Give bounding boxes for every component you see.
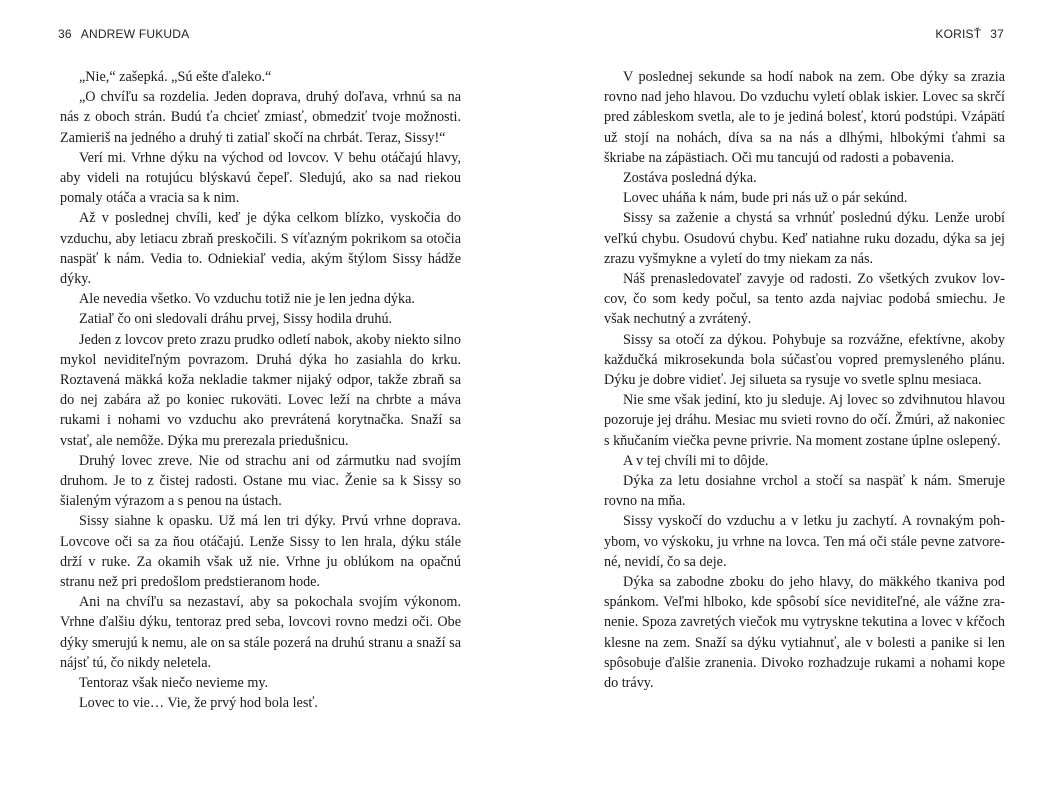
paragraph: Ani na chvíľu sa nezastaví, aby sa pokochala svojím výkonom. Vrhne ďalšiu dýku, tentoraz pred seba, lovcovi rovno medzi oči. Obe dýky smerujú k nemu, ale on sa stále pozerá na druhú stranu a snaží sa nájsť tú, čo nikdy neletela. [60, 594, 461, 671]
paragraph: Verí mi. Vrhne dýku na východ od lovcov. V behu otáčajú hlavy, aby videli na rotujúcu blýskavú čepeľ. Sledujú, ako sa nad riekou pomaly otáča a vracia sa k nim. [60, 149, 461, 207]
right-page-body [604, 67, 1005, 693]
paragraph: Dýka za letu dosiahne vrchol a stočí sa naspäť k nám. Smeruje rovno na mňa. [604, 473, 1005, 510]
paragraph: Zostáva posledná dýka. [623, 170, 757, 187]
paragraph: Lovec uháňa k nám, bude pri nás už o pár sekúnd. [623, 190, 908, 207]
paragraph: Náš prenasledovateľ zavyje od radosti. Zo všetkých zvukov lovcov, čo som kedy počul, sa tento azda najviac podobá smiechu. Je však nechutný a zvrátený. [604, 271, 1005, 328]
paragraph: Lovec to vie… Vie, že prvý hod bola lesť. [79, 695, 318, 712]
paragraph: A v tej chvíli mi to dôjde. [623, 452, 769, 469]
left-running-header [58, 27, 189, 41]
left-running-head: ANDREW FUKUDA [80, 27, 190, 41]
paragraph: Tentoraz však niečo nevieme my. [79, 675, 269, 692]
paragraph: Druhý lovec zreve. Nie od strachu ani od zármutku nad svojím druhom. Je to z čistej radosti. Ostane mu viac. Ženie sa k Sissy so šialeným výrazom a s penou na ústach. [60, 452, 461, 510]
left-page-body [60, 67, 461, 714]
paragraph: Zatiaľ čo oni sledovali dráhu prvej, Sissy hodila druhú. [79, 311, 393, 328]
right-page-number: 37 [990, 27, 1004, 41]
paragraph: Jeden z lovcov preto zrazu prudko odletí nabok, akoby niekto silno mykol neviditeľným povrazom. Druhá dýka ho zasiahla do krku. Roztavená mäkká koža nekladie takmer nijaký odpor, takže zbraň sa do nej zabára až po koniec rukoväti. Lovec leží na chrbte a máva rukami i nohami vo vzduchu ako prevrátená korytnačka. Snaží sa vstať, ale nemôže. Dýka mu prerezala priedušnicu. [60, 331, 461, 449]
paragraph: Ale nevedia všetko. Vo vzduchu totiž nie je len jedna dýka. [79, 291, 415, 308]
paragraph: „O chvíľu sa rozdelia. Jeden doprava, druhý doľava, vrhnú sa na nás z oboch strán. Budú ťa chcieť zmiasť, obmedziť tvoje možnosti. Zamieriš na jedného a druhý ti zatiaľ skočí na chrbát. Teraz, Sissy!“ [60, 89, 461, 146]
paragraph: „Nie,“ zašepká. „Sú ešte ďaleko.“ [79, 69, 272, 85]
paragraph: Sissy siahne k opasku. Už má len tri dýky. Prvú vrhne doprava. Lovcove oči sa za ňou otáčajú. Lenže Sissy to len hrala, dýku stále drží v ruke. Za okamih však už nie. Vrhne ju oblúkom na opačnú stranu než pri predošlom predstieranom hode. [60, 513, 461, 591]
paragraph: Sissy sa otočí za dýkou. Pohybuje sa rozvážne, efektívne, akoby každučká mikrosekunda bola súčasťou vopred premysleného plánu. Dýku je dobre vidieť. Jej silueta sa rysuje vo svetle splnu mesiaca. [604, 331, 1005, 389]
paragraph: Nie sme však jediní, kto ju sleduje. Aj lovec so zdvihnutou hlavou pozoruje jej dráhu. Mesiac mu svieti rovno do očí. Žmúri, až nakoniec s kňučaním viečka pevne privrie. Na moment zostane úplne oslepený. [604, 392, 1005, 449]
paragraph: Až v poslednej chvíli, keď je dýka celkom blízko, vyskočia do vzduchu, aby letiacu zbraň preskočili. S víťazným pokrikom sa otočia naspäť k nám. Vedia to. Odniekiaľ vedia, akým štýlom Sissy hádže dýky. [60, 210, 461, 288]
paragraph: Sissy sa zaženie a chystá sa vrhnúť poslednú dýku. Lenže urobí veľkú chybu. Osudovú chybu. Keď natiahne ruku dozadu, dýka sa jej zrazu vyšmykne a vyletí do tmy niekam za nás. [604, 210, 1005, 267]
paragraph: Sissy vyskočí do vzduchu a v letku ju zachytí. A rovnakým pohybom, vo výskoku, ju vrhne na lovca. Ten má oči stále pevne zatvorené, nevidí, čo sa deje. [604, 513, 1005, 570]
paragraph: V poslednej sekunde sa hodí nabok na zem. Obe dýky sa zrazia rovno nad jeho hlavou. Do vzduchu vyletí oblak iskier. Lovec sa skrčí pred zábleskom svetla, ale to je jediná bolesť, ktorú podstúpi. Vzápätí už stojí na nohách, díva sa na nás a dlhými, hlbokými ťahmi sa škriabe na zápästiach. Oči mu tancujú od radosti a pobavenia. [604, 69, 1005, 166]
left-page-number: 36 [58, 27, 72, 41]
right-running-header [935, 27, 1004, 41]
paragraph: Dýka sa zabodne zboku do jeho hlavy, do mäkkého tkaniva pod spánkom. Veľmi hlboko, kde spôsobí síce neviditeľné, ale vážne zranenie. Spoza zavretých viečok mu vytryskne tekutina a lovec v kŕčoch klesne na zem. Snaží sa dýku vytiahnuť, ale v bolesti a panike si len spôsobuje ďalšie zranenia. Divoko rozhadzuje rukami a nohami kope do trávy. [604, 574, 1005, 692]
right-running-head: KORISŤ [935, 27, 982, 41]
